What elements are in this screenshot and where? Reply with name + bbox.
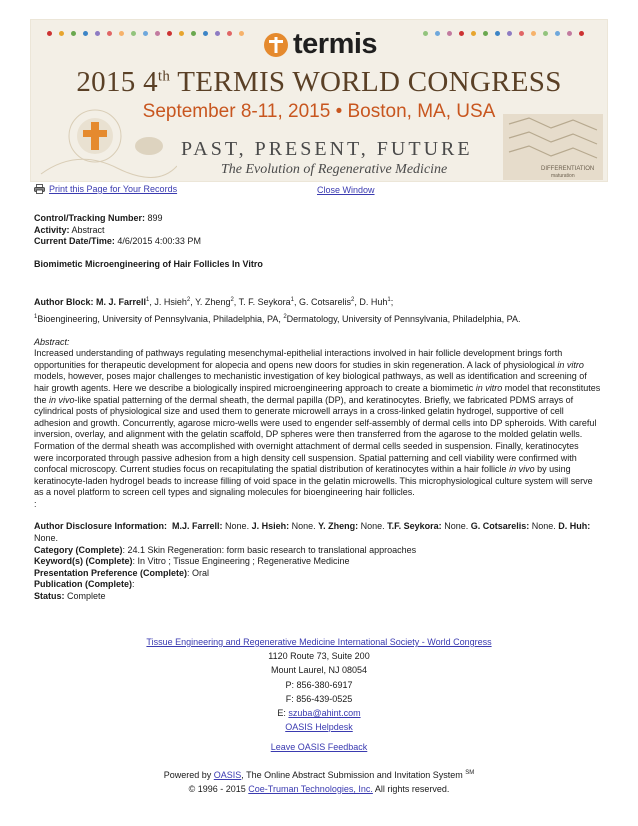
abstract-body: Increased understanding of pathways regulating mesenchymal-epithelial interactions involved in hair follicle development brings forth opportunities for therapeutic development for alopecia and opens new doors for studies in skin regeneration. A lack of physiological in vitro models, however, poses major challenges to mechanistic investigation of key biological pathways, as well as identification and screening of hair growth agents. Here we describe a biologically inspired microengineering approach to create a biomimetic in vitro model that reconstitutes the in vivo-like spatial patterning of the dermal sheath, the dermal papilla (DP), and keratinocytes. Briefly, we fabricated PDMS arrays of cylindrical posts of physiological size and used them to generate microwell arrays in a cross-linked gelatin hydrogel, supportive of cell adhesion and growth. Concurrently, agarose micro-wells were used to engender self-assembly of dermal cells into DP spheroids. With careful inversion, overlay, and alignment with the gelatin scaffold, DP spheres were then transferred from the agarose to the molded gelatin wells. Formation of the dermal sheath was accomplished with overnight attachment of dermal cells seeded in suspension. Finally, keratinocytes were incorporated through passive adhesion from a high density cell suspension. Spatial patterning and cell viability were confirmed with confocal microscopy. Current studies focus on recapitulating the spatial distribution of keratinocytes within a hair follicle in vivo by using keratinocyte-laden hydrogel beads to increase filling of void space in the gelatin microwells. This microphysiological culture system will serve as a novel platform to screen cell types and signaling molecules for bioengineering hair follicles. : [34, 348, 601, 509]
tagline-evolution: The Evolution of Regenerative Medicine [221, 162, 448, 177]
banner-dots-left [47, 31, 244, 36]
powered-by: Powered by OASIS, The Online Abstract Submission and Invitation System ℠ [163, 769, 475, 780]
affiliations: $^1$Bioengineering, University of Pennsylvania, Philadelphia, PA, $^2$Dermatology, University of Pennsylvania, Philadelphia, PA. [34, 313, 521, 324]
oasis-link[interactable]: OASIS [213, 769, 242, 780]
print-page-link[interactable] [34, 184, 177, 194]
email-line: E: szuba@ahint.com [277, 708, 361, 719]
phone-number: P: 856-380-6917 [285, 679, 353, 690]
address-line-1: 1120 Route 73, Suite 200 [268, 651, 370, 662]
address-line-2: Mount Laurel, NJ 08054 [270, 665, 368, 676]
helpdesk-link[interactable]: OASIS Helpdesk [285, 722, 353, 733]
termis-logo [263, 28, 377, 61]
datetime-row: Current Date/Time: 4/6/2015 4:00:33 PM [34, 236, 201, 247]
coe-truman-link[interactable]: Coe-Truman Technologies, Inc. [248, 783, 373, 794]
printer-icon[interactable] [34, 184, 45, 194]
close-window-link[interactable]: Close Window [317, 185, 375, 195]
disclosure-info: Author Disclosure Information: M.J. Farrell: None. J. Hsieh: None. Y. Zheng: None. T.F. Seykora: None. G. Cotsarelis: None. D. Huh: [34, 521, 591, 532]
congress-date: September 8-11, 2015 • Boston, MA, USA [142, 101, 496, 122]
print-page-label[interactable]: Print this Page for Your Records [49, 184, 178, 194]
fax-number: F: 856-439-0525 [285, 693, 353, 704]
page-footer [0, 635, 638, 796]
banner-art-right [499, 114, 605, 180]
banner-dots-right [423, 31, 584, 36]
congress-title: 2015 4th TERMIS WORLD CONGRESS [76, 66, 562, 98]
art-subcaption: maturation [551, 173, 575, 179]
abstract-label: Abstract: [34, 336, 70, 347]
abstract-record [34, 213, 619, 603]
art-caption: DIFFERENTIATION [541, 166, 595, 172]
copyright: © 1996 - 2015 Coe-Truman Technologies, Inc. All rights reserved. [188, 783, 450, 794]
email-link[interactable]: szuba@ahint.com [288, 708, 361, 719]
abstract-title: Biomimetic Microengineering of Hair Follicles In Vitro [34, 258, 263, 269]
status-row: Status: Complete [34, 591, 106, 602]
activity-row: Activity: Abstract [34, 224, 105, 235]
termis-emblem-icon [263, 32, 289, 58]
disclosure-info-cont: None. [34, 533, 59, 544]
category-row: Category (Complete): 24.1 Skin Regeneration: form basic research to translational approaches [34, 544, 417, 555]
banner-art-left [37, 108, 177, 178]
publication-row: Publication (Complete): [34, 579, 135, 590]
tagline-past-present-future: PAST, PRESENT, FUTURE [181, 138, 473, 160]
keywords-row: Keyword(s) (Complete): In Vitro ; Tissue Engineering ; Regenerative Medicine [34, 556, 350, 567]
logo-wordmark: termis [293, 28, 378, 60]
feedback-link[interactable]: Leave OASIS Feedback [270, 742, 368, 753]
control-number-row: Control/Tracking Number: 899 [34, 213, 163, 223]
author-block: Author Block: M. J. Farrell$^1$, J. Hsieh$^2$, Y. Zheng$^2$, T. F. Seykora$^1$, G. Cotsarelis$^2$, D. Huh$^1$; [34, 297, 394, 308]
congress-banner [30, 19, 608, 182]
society-link[interactable]: Tissue Engineering and Regenerative Medicine International Society - World Congress [146, 637, 492, 647]
presentation-preference-row: Presentation Preference (Complete): Oral [34, 567, 210, 578]
